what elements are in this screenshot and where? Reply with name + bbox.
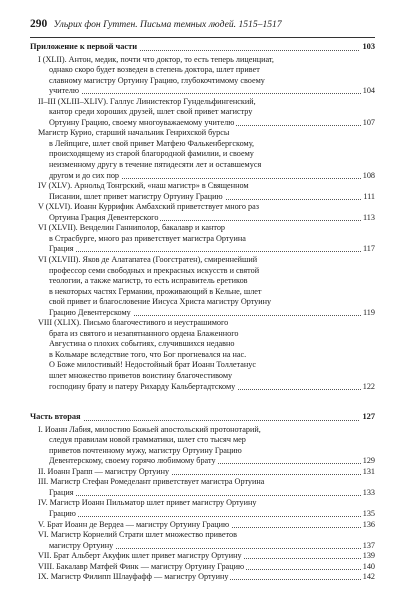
toc-entry-page: 135 xyxy=(362,509,375,518)
toc-entry-line xyxy=(49,276,375,286)
running-header xyxy=(30,18,375,32)
toc-entry-line[interactable] xyxy=(38,562,375,572)
toc-entry-line xyxy=(49,266,375,276)
toc-entry-line xyxy=(38,530,375,540)
toc-entry-text: происходящему из старой благородной фамилии, и своему xyxy=(49,149,254,159)
toc-entry-page: 136 xyxy=(362,519,375,529)
toc-entry-line xyxy=(38,318,375,328)
part-two-title-line[interactable] xyxy=(30,412,375,423)
toc-entry-text: III. Магистр Стефан Ромеделант приветствует магистра Ортуина xyxy=(38,477,265,487)
toc-entry-line xyxy=(49,107,375,117)
toc-entry-page: 108 xyxy=(362,170,375,180)
toc-entry-line xyxy=(49,65,375,75)
toc-entry-line xyxy=(38,477,375,487)
toc-entry-page: 129 xyxy=(362,456,375,466)
toc-entry-page: 139 xyxy=(362,551,375,561)
toc-entry-line[interactable] xyxy=(49,118,375,128)
toc-entry-text: Магистр Курио, старший начальник Генрихской бурсы xyxy=(38,128,230,138)
toc-entry-text: брата из святого и незапятнанного ордена Блаженного xyxy=(49,328,239,338)
toc-entry-page: 119 xyxy=(363,307,375,317)
toc-entry-text: теологии, а также магистр, то есть исправитель еретиков xyxy=(49,276,248,286)
toc-entry-text: в Кольмаре вследствие того, что Бог прогневался на нас. xyxy=(49,349,247,359)
toc-entry-text: Грацию Девентерскому xyxy=(49,307,131,317)
header-rule xyxy=(30,37,375,38)
toc-entry-text: свой привет и благословение Иисуса Христа магистру Ортуину xyxy=(49,297,272,307)
toc-entry-text: VI. Магистр Корнелий Страти шлет множество приветов xyxy=(38,530,237,540)
toc-entry-text: приветов почтенному мужу, магистру Ортуину Грацию xyxy=(49,445,242,455)
toc-entry-line xyxy=(38,425,375,435)
toc-entry-line xyxy=(49,329,375,339)
toc-entry-line xyxy=(38,498,375,508)
toc-entry-line xyxy=(38,223,375,233)
toc-entry-line[interactable] xyxy=(38,572,375,582)
toc-entry-page: 133 xyxy=(362,487,375,497)
toc-entry-text: Августина о плохих событиях, случившихся недавно xyxy=(49,339,235,349)
toc-entry-line[interactable] xyxy=(49,244,375,254)
toc-entry-text: в Лейпциге, шлет свой привет Матфею Фалькенбергскому, xyxy=(49,138,255,148)
toc-entry-text: IX. Магистр Филипп Шлауфафф — магистру Ортуину xyxy=(38,572,229,582)
toc-entry-line xyxy=(49,149,375,159)
toc-entry-text: IV. Магистр Иоанн Пильматор шлет привет магистру Ортуину xyxy=(38,498,257,508)
toc-entry-text: в некоторых частях Германии, проживающий в Кельне, шлет xyxy=(49,286,262,296)
toc-entry-text: Девентерскому, своему горячо любимому брату xyxy=(49,456,216,466)
toc-entry-page: 142 xyxy=(362,572,375,582)
toc-entry-line xyxy=(49,160,375,170)
page-number: 290 xyxy=(30,18,48,30)
toc-entry-line xyxy=(38,255,375,265)
toc-entry-text: другом и до сих пор xyxy=(49,170,120,180)
toc-entry-text: II. Иоанн Грапп — магистру Ортуину xyxy=(38,466,170,476)
toc-entry-text: IV (XLV). Арнольд Тонгрский, «наш магистр» в Священном xyxy=(38,181,249,191)
toc-entry-text: кантор среди хороших друзей, шлет свой привет магистру xyxy=(49,107,253,117)
toc-entry-text: VI (XLVII). Венделин Ганниполор, бакалавр и кантор xyxy=(38,223,226,233)
toc-entry-page: 137 xyxy=(362,540,375,550)
toc-entry-text: V (XLVI). Иоанн Куррифик Амбахский приветствует много раз xyxy=(38,202,259,212)
toc-entry-text: Грация xyxy=(49,244,74,254)
toc-entry-line xyxy=(38,181,375,191)
toc-entry-line[interactable] xyxy=(49,488,375,498)
toc-entry-line xyxy=(49,139,375,149)
toc-entry-text: шлет множество приветов воистину благочестивому xyxy=(49,371,233,380)
toc-entry-line[interactable] xyxy=(49,213,375,223)
toc-entry-page: 113 xyxy=(363,212,375,222)
toc-entry-line xyxy=(49,234,375,244)
toc-entry-text: славному магистру Ортуину Грацию, глубокочтимому своему xyxy=(49,75,265,85)
toc-entry-page: 117 xyxy=(363,244,375,254)
toc-entry-text: VI (XLVIII). Яков де Алатапатеа (Гоогстратен), смиреннейший xyxy=(38,254,258,264)
toc-entry-line xyxy=(49,446,375,456)
toc-entry-line xyxy=(49,435,375,445)
toc-entry-line xyxy=(49,297,375,307)
toc-entry-page: 111 xyxy=(363,191,375,201)
toc-entry-line[interactable] xyxy=(49,308,375,318)
part-two-title-page: 127 xyxy=(362,412,375,422)
toc-entry-text: Грация xyxy=(49,487,74,497)
toc-entry-text: в Страсбурге, много раз приветствует магистра Ортуина xyxy=(49,233,246,243)
toc-entry-text: следуя правилам новой грамматики, шлет сто тысяч мер xyxy=(49,435,246,445)
toc-entry-text: I (XLII). Антон, медик, почти что доктор, то есть теперь лиценциат, xyxy=(38,54,274,64)
toc-entry-page: 140 xyxy=(362,561,375,571)
toc-entry-line[interactable] xyxy=(49,382,375,392)
toc-entry-line[interactable] xyxy=(49,509,375,519)
toc-entry-text: профессор семи свободных и прекрасных искусств и святой xyxy=(49,265,260,275)
toc-entry-text: О Боже милостивый! Недостойный брат Иоанн Толлетанус xyxy=(49,360,256,370)
toc-entry-text: II–III (XLIII–XLIV). Галлус Линистектор Гундельфингенский, xyxy=(38,96,256,106)
toc-entry-page: 131 xyxy=(362,466,375,476)
toc-entry-page: 107 xyxy=(362,117,375,127)
toc-entry-line xyxy=(38,202,375,212)
toc-entry-line xyxy=(38,55,375,65)
toc-entry-line xyxy=(49,360,375,370)
appendix-title-line[interactable] xyxy=(30,42,375,53)
toc-entry-text: Грацию xyxy=(49,509,76,518)
toc-entry-line[interactable] xyxy=(38,520,375,530)
toc-entry-text: VIII. Бакалавр Матфей Финк — магистру Ортуину Грацию xyxy=(38,561,245,571)
toc-entry-line[interactable] xyxy=(38,551,375,561)
toc-entry-text: VII. Брат Альберт Акуфик шлет привет магистру Ортуину xyxy=(38,551,242,561)
toc-entry-line xyxy=(49,339,375,349)
toc-entry-page: 122 xyxy=(362,381,375,391)
toc-entry-line[interactable] xyxy=(49,171,375,181)
appendix-title-page: 103 xyxy=(362,42,375,51)
toc-entry-text: Ортуина Грация Девентерского xyxy=(49,212,159,222)
part-two-title: Часть вторая xyxy=(30,412,81,422)
toc-entry-text: господину брату и патеру Рихарду Кальбертадтскому xyxy=(49,381,236,391)
toc-entry-text: однако скоро будет возведен в степень доктора, шлет привет xyxy=(49,65,260,75)
toc-entry-line[interactable] xyxy=(49,541,375,551)
toc-entry-line[interactable] xyxy=(38,467,375,477)
toc-entry-page: 104 xyxy=(362,86,375,96)
toc-entry-text: Писании, шлет привет магистру Ортуину Грацию xyxy=(49,191,223,201)
toc-entry-line[interactable] xyxy=(49,456,375,466)
toc-entry-line xyxy=(49,350,375,360)
toc-entry-line xyxy=(38,97,375,107)
appendix-title: Приложение к первой части xyxy=(30,42,138,51)
toc-entry-line xyxy=(38,128,375,138)
toc-entry-text: I. Иоанн Лабия, милостию Божьей апостольский протонотарий, xyxy=(38,424,261,434)
toc-entry-line xyxy=(49,287,375,297)
toc-entry-text: Ортуину Грацию, своему многоуважаемому учителю xyxy=(49,117,235,127)
toc-entry-text: учителю xyxy=(49,86,80,96)
toc-entry-line[interactable] xyxy=(49,192,375,202)
toc-entry-line[interactable] xyxy=(49,86,375,96)
toc-entry-line xyxy=(49,371,375,381)
toc-entry-text: V. Брат Иоанн де Вердеа — магистру Ортуину Грацию xyxy=(38,519,230,529)
toc-entry-text: неизменному другу в течение пятидесяти лет и оставшемуся xyxy=(49,160,262,169)
running-title: Ульрих фон Гуттен. Письма темных людей. 1515–1517 xyxy=(53,19,282,30)
toc-entry-text: VIII (XLIX). Письмо благочестивого и неустрашимого xyxy=(38,318,229,328)
toc-entry-line xyxy=(49,76,375,86)
toc-entry-text: магистру Ортуину xyxy=(49,540,114,550)
